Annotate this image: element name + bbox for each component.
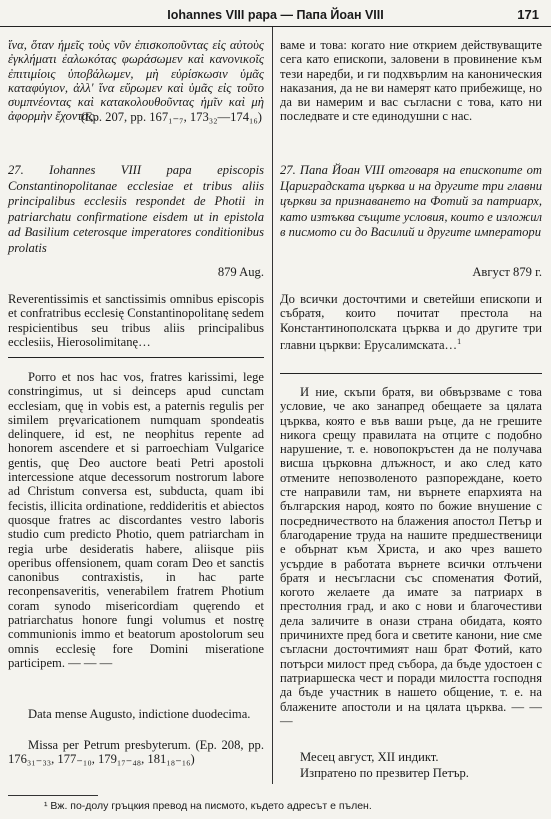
right-address-block [280, 292, 542, 352]
running-title: Iohannes VIII papa — Папа Йоан VIII [167, 8, 384, 22]
bg-body: И ние, скъпи братя, ви обвързваме с това условие, че ако занапред обещаете за цялата църква, която е във ваши ръце, да не грешите никога срещу правилата на отците с подобно нарушение, т. е. новопокръстен да не получава висша църковна длъжност, и ако след като отмените непозволеното разпореждане, което сте направили там, ни върнете епархията на българския народ, която по божие внушение с посредничеството на блажения апостол Петър и благодарение труда на нашите предшественици е обърнат към Христа, и ако чрез вашето усърдие в работата върнете всички отлъчени братя и несъгласни със споменатия Фотий, когото желаете да имате за патриарх в престолния град, и ако с нови и благочестиви дела заличите в онази страна обидата, която причинихте пред бога и светите канони, ние сме съгласни досточтимият наш брат Фотий, като потърси милост пред събора, да бъде удостоен с патриаршеска чест и поради милостта господня да бъде участник в нашето общение, т. е. на блажените апостоли и на цялата църква. — — — [280, 385, 542, 728]
right-izpr-block [280, 766, 542, 780]
right-date-block [280, 265, 542, 279]
left-greek-ref-block [8, 110, 264, 124]
bg-izpratено: Изпратено по презвитер Петър. [300, 766, 469, 780]
bg-address: До всички досточтими и светейши епископи и събратя, които почитат престола на Константинополската църква и до другите три главни църкви: Ерусалимската… [280, 292, 542, 353]
left-body-block [8, 370, 264, 670]
latin-data-mense: Data mense Augusto, indictione duodecima. [28, 707, 251, 721]
right-section-rule [280, 373, 542, 374]
latin-heading: 27. Iohannes VIII papa episcopis Constantinopolitanae ecclesiae et tribus aliis principalibus ecclesiis respondet de Photii in patriarchatu confirmatione eisdem ut in epistola ad Basilium ceterosque imperatores conditionibus prolatis [8, 163, 264, 255]
right-body-block [280, 385, 542, 728]
left-heading-block [8, 163, 264, 257]
greek-quote: ἵνα, ὅταν ἡμεῖς τοὺς νῦν ἐπισκοποῦντας εἰς αὐτοὺς ἐγκλήματι ἐαλωκότας φωράσωμεν καὶ κανονικοῖς ἐπιτιμίοις ὑποβάλωμεν, μὴ εὑρίσκωσιν ὑμᾶς καταφύγιον, ἀλλ' ἵνα εὕρωμεν καὶ ὑμᾶς εἰς τοῦτο συμπνέοντας καὶ κατακολουθοῦντας ἡμῖν καὶ μὴ ἀφορμὴν ἔχοντας. [8, 38, 264, 124]
header-rule [0, 26, 551, 27]
left-section-rule [8, 357, 264, 358]
bg-mesets: Месец август, XII индикт. [300, 750, 439, 764]
right-heading-block [280, 163, 542, 241]
greek-reference: (Ep. 207, pp. 167₁₋₇, 173₃₂—174₁₆) [80, 110, 262, 124]
page-number: 171 [517, 7, 539, 22]
right-mesets-block [280, 750, 542, 764]
latin-address: Reverentissimis et sanctissimis omnibus episcopis et confratribus ecclesię Constantinopolitanę sedem respicientibus seu tribus aliis principalibus ecclesiis, Hierosolimitanę… [8, 292, 264, 349]
bg-address-paragraph [280, 292, 542, 352]
bg-heading: 27. Папа Йоан VIII отговаря на епископите от Цариградската църква и на другите три главни църкви за признаването на Фотий за патриарх, като изтъква същите условия, които е изложил в писмото си до Василий и другите императори [280, 163, 542, 240]
running-header [0, 6, 551, 26]
right-cont-block [280, 38, 542, 124]
left-date-block [8, 265, 264, 279]
footnote-marker: 1 [457, 336, 462, 346]
latin-body: Porro et nos hac vos, fratres karissimi, lege constringimus, ut si deinceps apud cunctam ecclesiam, quę in vobis est, a paternis regulis per similem prȩvaricationem numquam spondeatis delinquere, id est, ne neophitus repente ad honorem ascendere et si parroechiam Vulgarice gentis, quę Deo auctore beati Petri apostoli intercessione atque decessorum nostrorum labore ad Christum conversa est, subducta, quam ibi fecistis, illicita ordinatione, reddideritis et abiectos quosque fratres ac discordantes vestro laboris studio cum predicto Photio, quem patriarcham in regia urbe desideratis habere, aliisque piis operibus offensionem, quam coram Deo et sanctis canonibus contraxistis, in hac parte reconpensaveritis, venerabilem fratrem Photium coram synodo misericordiam quęrendo et patriarchatus honore fungi volumus et nostrę communionis immo et beatorum apostolorum seu omnis ecclesię fore Domini miseratione participem. — — — [8, 370, 264, 670]
left-missa-block [8, 738, 264, 767]
latin-date: 879 Aug. [217, 265, 264, 279]
left-address-block [8, 292, 264, 349]
latin-missa: Missa per Petrum presbyterum. (Ep. 208, pp. 176₃₁₋₃₃, 177₋₁₀, 179₁₇₋₄₈, 181₁₈₋₁₆) [8, 738, 264, 767]
footnote-rule [8, 795, 98, 796]
bg-continuation: ваме и това: когато ние открием действуващите сега като епископи, заловени в провинение към тези наредби, и ги подхвърлим на каноническия наказания, да не ви намерят като прибежище, но да ви намерим и вас съгласни с това, като ни последвате и сте единодушни с нас. [280, 38, 542, 124]
bg-date: Август 879 г. [472, 265, 542, 279]
left-closing-block [8, 707, 264, 721]
footnote: ¹ Вж. по-долу гръцкия превод на писмото, където адресът е пълен. [44, 800, 372, 812]
column-divider [272, 27, 273, 784]
